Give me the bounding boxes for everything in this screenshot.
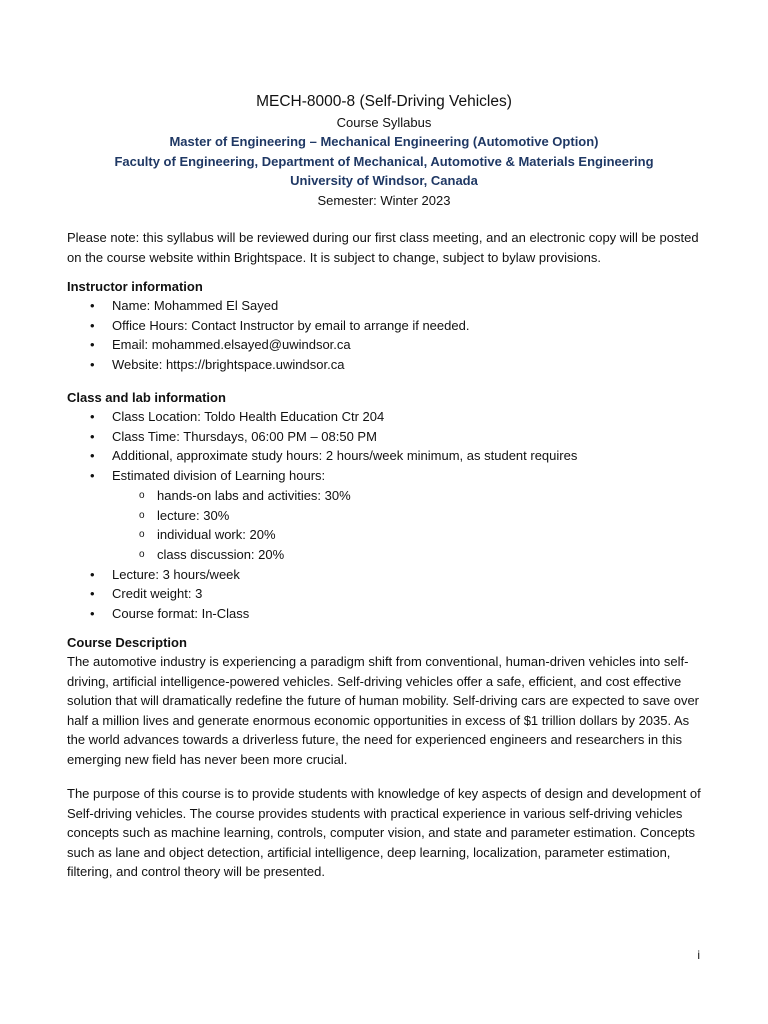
instructor-name: Name: Mohammed El Sayed [112, 298, 279, 313]
course-description-heading: Course Description [67, 635, 187, 650]
list-item [87, 446, 577, 466]
list-item [87, 604, 577, 624]
list-item [87, 407, 577, 427]
bullet-icon: • [90, 357, 95, 373]
faculty-name: Faculty of Engineering, Department of Mechanical, Automotive & Materials Engineering [114, 153, 654, 169]
instructor-website: Website: https://brightspace.uwindsor.ca [112, 357, 345, 373]
class-info-list [87, 407, 577, 624]
list-item [87, 355, 469, 375]
bullet-icon: • [90, 586, 95, 602]
circle-bullet-icon: o [139, 509, 145, 521]
class-location: Class Location: Toldo Health Education Ctr 204 [112, 409, 385, 424]
sub-list-item: o hands-on labs and activities: 30% [112, 486, 577, 506]
circle-bullet-icon: o [139, 529, 145, 541]
document-type: Course Syllabus [336, 115, 432, 130]
class-info-heading: Class and lab information [67, 390, 226, 405]
circle-bullet-icon: o [139, 548, 145, 560]
course-purpose-paragraph: The purpose of this course is to provide students with knowledge of key aspects of design and development of Self-driving vehicles. The course provides students with practical experience in various self-driving vehicles concepts such as machine learning, controls, computer vision, and state and parameter estimation. Concepts such as lane and object detection, artificial intelligence, deep learning, localization, parameter estimation, filtering, and control theory will be presented. [67, 786, 701, 879]
program-name: Master of Engineering – Mechanical Engineering (Automotive Option) [169, 134, 599, 149]
semester-label: Semester: Winter 2023 [317, 192, 451, 208]
university-name: University of Windsor, Canada [290, 173, 478, 188]
bullet-icon: • [90, 566, 95, 582]
bullet-icon: • [90, 337, 95, 353]
instructor-email: Email: mohammed.elsayed@uwindsor.ca [112, 337, 351, 353]
bullet-icon: • [90, 317, 95, 333]
bullet-icon: • [90, 448, 95, 464]
instructor-heading: Instructor information [67, 279, 203, 294]
circle-bullet-icon: o [139, 489, 145, 501]
list-item [87, 565, 577, 585]
credit-weight: Credit weight: 3 [112, 586, 203, 602]
sub-list-item: o lecture: 30% [112, 506, 577, 526]
course-description-paragraph: The automotive industry is experiencing a paradigm shift from conventional, human-driven vehicles into self-driving, artificial intelligence-powered vehicles. Self-driving vehicles offer a safe, efficient, and cost effective solution that will dramatically redefine the future of human mobility. Self-driving cars are expected to save over half a million lives and generate enormous economic opportunities in excess of $1 trillion dollars by 2035. As the world advances towards a driverless future, the need for experienced engineers and researchers in this emerging new field has never been more crucial. [67, 654, 700, 767]
learning-hours-sublist [112, 486, 577, 565]
document-header [0, 92, 768, 210]
bullet-icon: • [90, 409, 95, 424]
study-hours: Additional, approximate study hours: 2 hours/week minimum, as student requires [112, 448, 578, 464]
bullet-icon: • [90, 298, 95, 313]
office-hours: Office Hours: Contact Instructor by email to arrange if needed. [112, 317, 470, 333]
learning-hours-division: Estimated division of Learning hours: [112, 468, 326, 484]
sub-list-item: o class discussion: 20% [112, 545, 577, 565]
bullet-icon: • [90, 606, 95, 622]
instructor-list [87, 296, 469, 375]
list-item [87, 427, 577, 447]
syllabus-note: Please note: this syllabus will be reviewed during our first class meeting, and an electronic copy will be posted on the course website within Brightspace. It is subject to change, subject to bylaw provisions. [67, 230, 699, 265]
page-number: i [697, 948, 700, 962]
list-item [87, 466, 577, 565]
lecture-hours: Lecture: 3 hours/week [112, 566, 240, 582]
course-title: MECH-8000-8 (Self-Driving Vehicles) [256, 93, 512, 110]
list-item [87, 296, 469, 316]
list-item [87, 335, 469, 355]
sub-list-item: o individual work: 20% [112, 525, 577, 545]
list-item [87, 316, 469, 336]
class-time: Class Time: Thursdays, 06:00 PM – 08:50 PM [112, 428, 377, 444]
bullet-icon: • [90, 428, 95, 444]
bullet-icon: • [90, 468, 95, 484]
list-item [87, 584, 577, 604]
course-format: Course format: In-Class [112, 606, 250, 622]
